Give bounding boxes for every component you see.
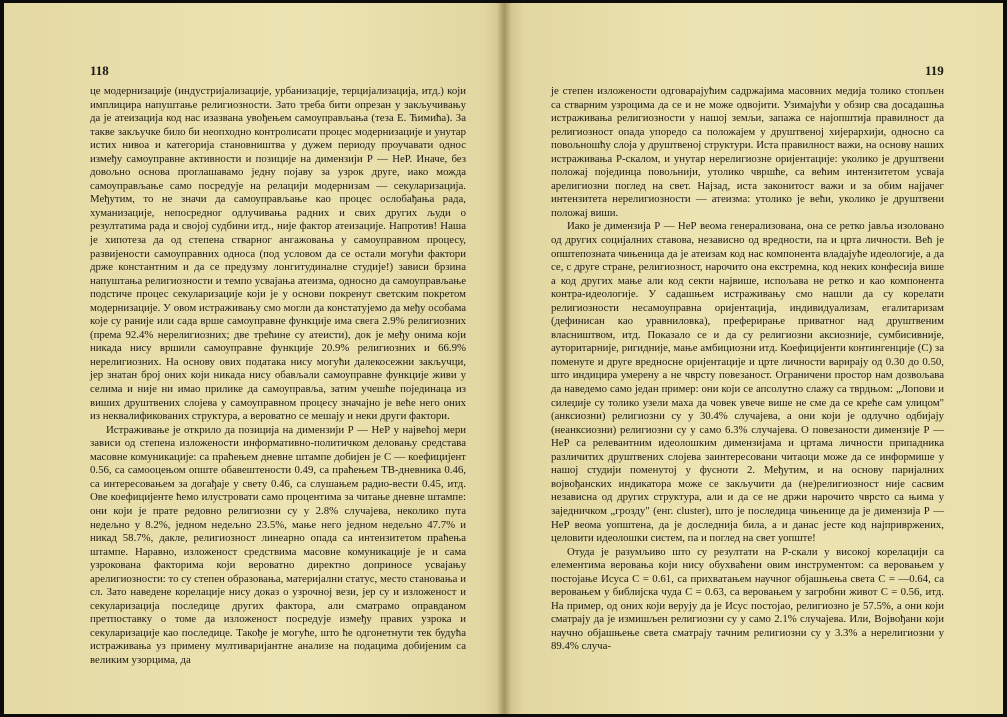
right-page-text — [551, 85, 944, 654]
right-page — [504, 3, 1003, 714]
left-page — [4, 3, 504, 714]
page-number-right: 119 — [925, 63, 944, 78]
page-number-left: 118 — [90, 63, 109, 78]
book-gutter — [497, 3, 511, 714]
book-spread — [4, 3, 1003, 714]
paragraph: це модернизације (индустријализације, урбанизације, терцијализација, итд.) који имплицира напуштање религиозности. Зато треба бити опрезан у закључивању да је атеизација код нас изазвана увођењем самоуправљања (теза Е. Ћимића). За такве закључке било би неопходно контролисати процес модернизације и унутар истих нивоа и категорија становништва у дужем периоду проучавати однос између самоуправне активности и позиције на димензији Р — НеР. Иначе, без довољно основа проглашавамо једну појаву за узрок друге, иако можда самоуправљање само посредује на релацији модернизам — секуларизација. Међутим, то не значи да самоуправљање као процес ослобађања рада, хуманизације, непосредног одлучивања радних и свих других људи о резултатима рада и својој судбини итд., није фактор атеизације. Напротив! Наша је хипотеза да од степена стварног ангажовања у самоуправном процесу, развијености самоуправних односа (под условом да се остали могући фактори држе константним и да се предузму лонгитудиналне студије!) зависи брзина напуштања религиозности и темпо усвајања атеизма, односно да самоуправљање подстиче процес секуларизације који је у основи покренут светским покретом модернизације. У овом истраживању смо могли да констатујемо да међу особама које су раније или сада врше самоуправне функције има свега 2.9% религиозних (према 92.4% нерелигиозних; две трећине су атеисти), док је међу онима који никада нису вршили самоуправне функције 20.9% религиозних и 66.9% нерелигиозних. На основу ових података нису могући далекосежни закључци, јер знатан број оних који никада нису обављали самоуправне функције живи у селима и није ни имао прилике да самоуправља, затим учешће појединаца из виших друштвених слојева у самоуправном процесу значајно је веће него оних из неквалификованих структура, а вероватно се мешају и неки други фактори. — [90, 85, 466, 423]
paragraph: Истраживање је открило да позиција на димензији Р — НеР у највећој мери зависи од степена изложености информативно-политичком деловању средстава масовне комуникације: са праћењем дневне штампе добијен је C — коефицијент 0.56, са самооцењом опште обавештености 0.49, са праћењем ТВ-дневника 0.46, са интересовањем за догађаје у свету 0.46, са слушањем радио-вести 0.45, итд. Ове коефицијенте ћемо илустровати само процентима за читање дневне штампе: они који је прате редовно религиозни су у 2.8% случајева, неколико пута недељно у 8.2%, једном недељно 23.5%, мање него једном недељно 47.7% и никад 58.7%, дакле, религиозност линеарно опада са интензитетом праћења штампе. Наравно, изложеност средствима масовне комуникације је и сама узрокована факторима који вероватно директно доприносе усвајању арелигиозности: то су степен образовања, материјални статус, место становања и сл. Зато наведене корелације нису доказ о узрочној вези, јер су и изложеност и секуларизација последице других фактора, али сматрамо оправданом претпоставку о томе да изложеност посредује између правих узрока и секуларизације као последице. Такође је могуће, што ће одгонетнути тек будућа истраживања уз примену мултиваријантне анализе на подацима добијеним са великим узорцима, да — [90, 423, 466, 666]
left-page-text — [90, 85, 466, 668]
paragraph: Иако је димензија Р — НеР веома генерализована, она се ретко јавља изоловано од других социјалних ставова, независно од вредности, па и црта личности. Већ је општепозната чињеница да је атеизам код нас компонента владајуће идеологије, а да се, с друге стране, религиозност, нарочито она екстремна, код неких конфесија више а код других мање али код секти највише, испољава не ретко и као компонента контра-идеологије. У садашњем истраживању смо нашли да су корелати религиозности несамоуправна оријентација, индивидуализам, егалитаризам (дефинисан као уравниловка), преферирање приватног над друштвеним власништвом, итд. Показало се и да су религиозни аксиозније, сумбисивније, ауторитарније, ригидније, мање амбициозни итд. Коефицијенти контингенције (C) за поменуте и друге вредносне оријентације и црте личности варирају од 0.30 до 0.50, што индицира умерену а не чврсту повезаност. Ограничени простор нам дозвољава да наведемо само један пример: они који се апсолутно слажу са тврдњом: „Лопови и силеџије су толико узели маха да човек увече више не сме да се креће сам улицом" (анксиозни) религиозни су у 30.4% случајева, а они који је одлучно одбијају (неанксиозни) религиозни су у само 6.3% случајева. О повезаности димензије Р — НеР са релевантним идеолошким димензијама и цртама личности припадника различитих друштвених слојева заинтересовани читаоци може да се информише у нашој студији поменутој у фусноти 2. Међутим, и на основу паријалних војвођанских индикатора може се закључити да (не)религиозност није сасвим независна од других структура, али и да се не држи нарочито чврсто са њима у заједничком „грозду" (енг. cluster), што је последица чињенице да је димензија Р — НеР веома уопштена, да је доследнија била, а и данас јесте код најпривржених, целовити идеолошки систем, па и поглед на свет уопште! — [551, 220, 944, 545]
paragraph: је степен изложености одговарајућим садржајима масовних медија толико стопљен са стварним узроцима да се и не може одвојити. Узимајући у обзир сва досадашња истраживања религиозности у нашој земљи, запажа се најопштија правилност да религиозност опада упоредо са положајем у друштвеној хијерархији, односно са повољношћу слоја у друштвеној структури. Иста правилност важи, на основу наших истраживања Р-скалом, и унутар нерелигиозне оријентације: уколико је друштвени положај појединца повољнији, утолико чвршће, са већим интензитетом усваја арелигиозни поглед на свет. Најзад, иста законитост важи и за обим најјачег интензитета нерелигиозности — атеизма: утолико је већи, уколико је друштвени положај виши. — [551, 85, 944, 219]
paragraph: Отуда је разумљиво што су резултати на Р-скали у високој корелацији са елементима веровања који нису обухваћени овим инструментом: са веровањем у постојање Исуса C = 0.61, са прихватањем научног објашњења света C = —0.64, са веровањем у библијска чуда C = 0.63, са веровањем у загробни живот C = 0.56, итд. На пример, од оних који верују да је Исус постојао, религиозно је 57.5%, а они који сматрају да је измишљен религиозни су у само 2.1% случајева. Или, Војвођани који научно објашњење света сматрају тачним религиозни су у 3.3% а нерелигиозни у 89.4% случа- — [551, 545, 944, 653]
